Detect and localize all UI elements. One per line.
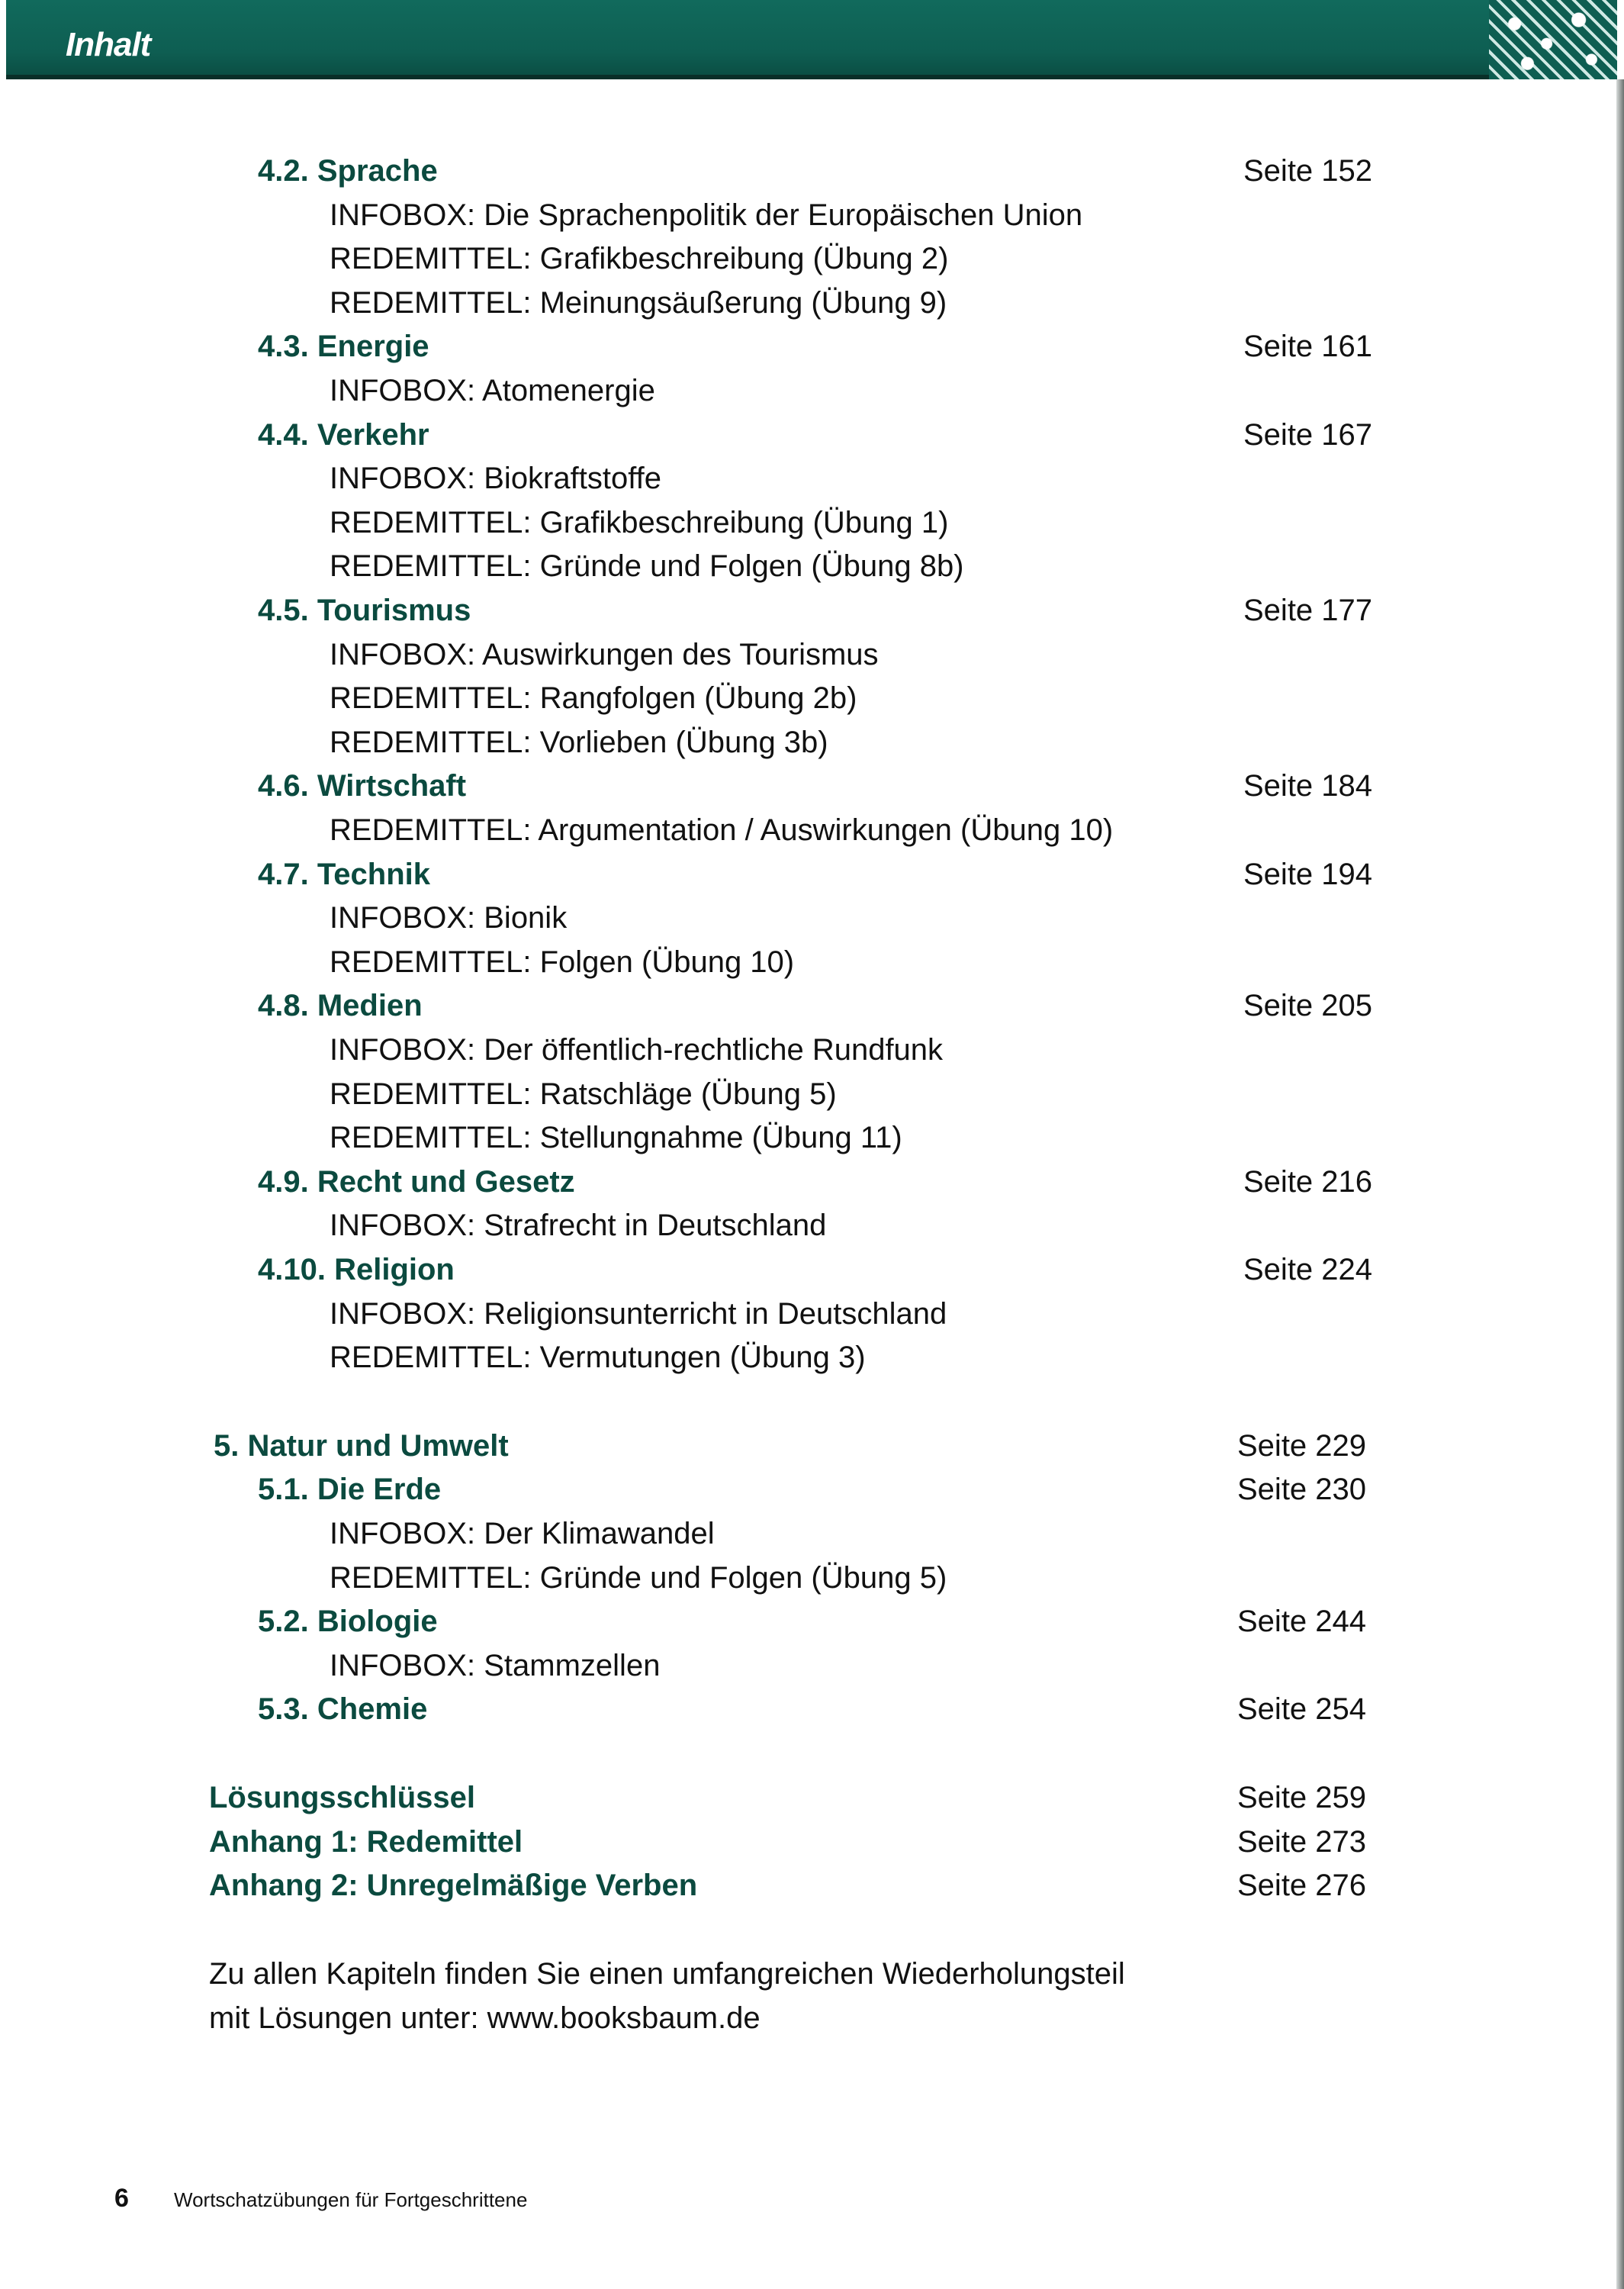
toc-entry-title: 4.4. Verkehr bbox=[258, 417, 429, 452]
toc-subitem-text: INFOBOX: Der Klimawandel bbox=[330, 1517, 715, 1550]
toc-subitem bbox=[0, 896, 1624, 940]
toc-entry-title: 4.3. Energie bbox=[258, 330, 429, 364]
toc-entry bbox=[0, 1467, 1624, 1512]
toc-subitem bbox=[0, 633, 1624, 677]
toc-subitem bbox=[0, 1556, 1624, 1600]
toc-subitem-text: INFOBOX: Stammzellen bbox=[330, 1648, 661, 1682]
toc-subitem-text: INFOBOX: Der öffentlich-rechtliche Rundfunk bbox=[330, 1033, 944, 1067]
toc-entry-title: 4.6. Wirtschaft bbox=[258, 769, 467, 803]
toc-subitem bbox=[0, 1203, 1624, 1248]
toc-entry bbox=[0, 413, 1624, 457]
toc-subitem-text: REDEMITTEL: Stellungnahme (Übung 11) bbox=[330, 1121, 902, 1155]
toc-page-number: Seite 152 bbox=[1243, 154, 1373, 188]
toc-entry-title: 4.8. Medien bbox=[258, 989, 423, 1023]
toc-entry bbox=[0, 1776, 1624, 1820]
toc-subitem bbox=[0, 808, 1624, 852]
toc-subitem-text: INFOBOX: Biokraftstoffe bbox=[330, 462, 661, 496]
header-title: Inhalt bbox=[66, 26, 151, 63]
toc-subitem bbox=[0, 1116, 1624, 1160]
toc-entry-title: 5.3. Chemie bbox=[258, 1692, 428, 1727]
toc-entry-title: Anhang 2: Unregelmäßige Verben bbox=[209, 1869, 698, 1903]
toc-entry bbox=[0, 1248, 1624, 1292]
toc-entry-title: 4.9. Recht und Gesetz bbox=[258, 1164, 575, 1199]
toc-subitem-text: INFOBOX: Strafrecht in Deutschland bbox=[330, 1209, 827, 1243]
toc-subitem bbox=[0, 369, 1624, 413]
toc-entry-title: 4.2. Sprache bbox=[258, 154, 438, 188]
toc-subitem bbox=[0, 1072, 1624, 1116]
toc-subitem bbox=[0, 544, 1624, 588]
toc-subitem-text: REDEMITTEL: Grafikbeschreibung (Übung 1) bbox=[330, 505, 949, 539]
toc-subitem bbox=[0, 676, 1624, 720]
toc-page-number: Seite 161 bbox=[1243, 330, 1373, 364]
toc-subitem-text: INFOBOX: Die Sprachenpolitik der Europäischen Union bbox=[330, 198, 1083, 232]
toc-subitem bbox=[0, 1028, 1624, 1072]
toc-subitem-text: REDEMITTEL: Gründe und Folgen (Übung 8b) bbox=[330, 549, 964, 584]
toc-subitem-text: INFOBOX: Bionik bbox=[330, 901, 568, 935]
toc-subitem-text: REDEMITTEL: Vorlieben (Übung 3b) bbox=[330, 725, 828, 759]
toc-subitem-text: REDEMITTEL: Meinungsäußerung (Übung 9) bbox=[330, 285, 947, 320]
toc-entry bbox=[0, 1687, 1624, 1731]
toc-entry bbox=[0, 984, 1624, 1028]
toc-subitem-text: INFOBOX: Atomenergie bbox=[330, 374, 655, 407]
toc-subitem-text: REDEMITTEL: Ratschläge (Übung 5) bbox=[330, 1077, 837, 1111]
toc-subitem bbox=[0, 281, 1624, 325]
toc-page-number: Seite 229 bbox=[1237, 1428, 1367, 1463]
toc-subitem-text: REDEMITTEL: Vermutungen (Übung 3) bbox=[330, 1341, 866, 1375]
toc-subitem bbox=[0, 456, 1624, 501]
toc-entry-title: Anhang 1: Redemittel bbox=[209, 1824, 523, 1859]
toc-page-number: Seite 177 bbox=[1243, 594, 1373, 627]
toc-subitem bbox=[0, 1292, 1624, 1336]
toc-subitem-text: REDEMITTEL: Gründe und Folgen (Übung 5) bbox=[330, 1560, 947, 1595]
toc-entry bbox=[0, 852, 1624, 897]
toc-page-number: Seite 254 bbox=[1237, 1692, 1367, 1727]
toc-entry-title: Lösungsschlüssel bbox=[209, 1781, 475, 1814]
toc-subitem-text: INFOBOX: Religionsunterricht in Deutschland bbox=[330, 1296, 947, 1331]
toc-subitem bbox=[0, 237, 1624, 281]
toc-page-number: Seite 205 bbox=[1243, 989, 1373, 1023]
toc-page-number: Seite 224 bbox=[1243, 1253, 1373, 1286]
toc-page-number: Seite 230 bbox=[1237, 1473, 1367, 1507]
page-header-band bbox=[6, 0, 1617, 79]
toc-entry bbox=[0, 324, 1624, 369]
toc-subitem bbox=[0, 501, 1624, 545]
toc-page-number: Seite 216 bbox=[1243, 1164, 1373, 1199]
toc-page-number: Seite 244 bbox=[1237, 1605, 1367, 1639]
toc-subitem bbox=[0, 940, 1624, 984]
toc-entry bbox=[0, 1599, 1624, 1644]
toc-subitem-text: REDEMITTEL: Grafikbeschreibung (Übung 2) bbox=[330, 242, 949, 276]
toc-subitem-text: REDEMITTEL: Rangfolgen (Übung 2b) bbox=[330, 681, 857, 716]
toc-entry-title: 5.2. Biologie bbox=[258, 1605, 438, 1639]
toc-subitem bbox=[0, 193, 1624, 237]
decorative-pattern-icon bbox=[1489, 0, 1617, 79]
toc-entry bbox=[0, 1863, 1624, 1908]
toc-entry-title: 4.10. Religion bbox=[258, 1253, 455, 1286]
toc-subitem bbox=[0, 1335, 1624, 1380]
toc-page-number: Seite 259 bbox=[1237, 1781, 1367, 1814]
toc-entry-title: 4.7. Technik bbox=[258, 857, 431, 891]
website-note-line-1: Zu allen Kapiteln finden Sie einen umfangreichen Wiederholungsteil bbox=[209, 1957, 1125, 1991]
toc-entry-title: 4.5. Tourismus bbox=[258, 594, 471, 627]
footer-page-number: 6 bbox=[114, 2184, 129, 2213]
website-note-line-2: mit Lösungen unter: www.booksbaum.de bbox=[209, 2001, 761, 2035]
toc-subitem bbox=[0, 1512, 1624, 1556]
toc-entry bbox=[0, 1160, 1624, 1204]
toc-subitem-text: REDEMITTEL: Folgen (Übung 10) bbox=[330, 945, 795, 979]
toc-subitem-text: REDEMITTEL: Argumentation / Auswirkungen (Übung 10) bbox=[330, 813, 1114, 847]
toc-subitem bbox=[0, 720, 1624, 765]
toc-entry-title: 5. Natur und Umwelt bbox=[214, 1428, 509, 1463]
toc-entry bbox=[0, 764, 1624, 808]
toc-entry bbox=[0, 149, 1624, 193]
toc-page-number: Seite 194 bbox=[1243, 857, 1373, 891]
toc-entry-title: 5.1. Die Erde bbox=[258, 1473, 442, 1507]
footer-book-title: Wortschatzübungen für Fortgeschrittene bbox=[174, 2188, 528, 2211]
toc-page-number: Seite 273 bbox=[1237, 1824, 1367, 1859]
toc-page-number: Seite 167 bbox=[1243, 417, 1373, 452]
toc-subitem-text: INFOBOX: Auswirkungen des Tourismus bbox=[330, 637, 879, 671]
toc-subitem bbox=[0, 1644, 1624, 1688]
toc-page-number: Seite 184 bbox=[1243, 769, 1373, 803]
toc-entry bbox=[0, 1424, 1624, 1468]
toc-entry bbox=[0, 1820, 1624, 1864]
toc-page-number: Seite 276 bbox=[1237, 1869, 1367, 1903]
toc-entry bbox=[0, 588, 1624, 633]
